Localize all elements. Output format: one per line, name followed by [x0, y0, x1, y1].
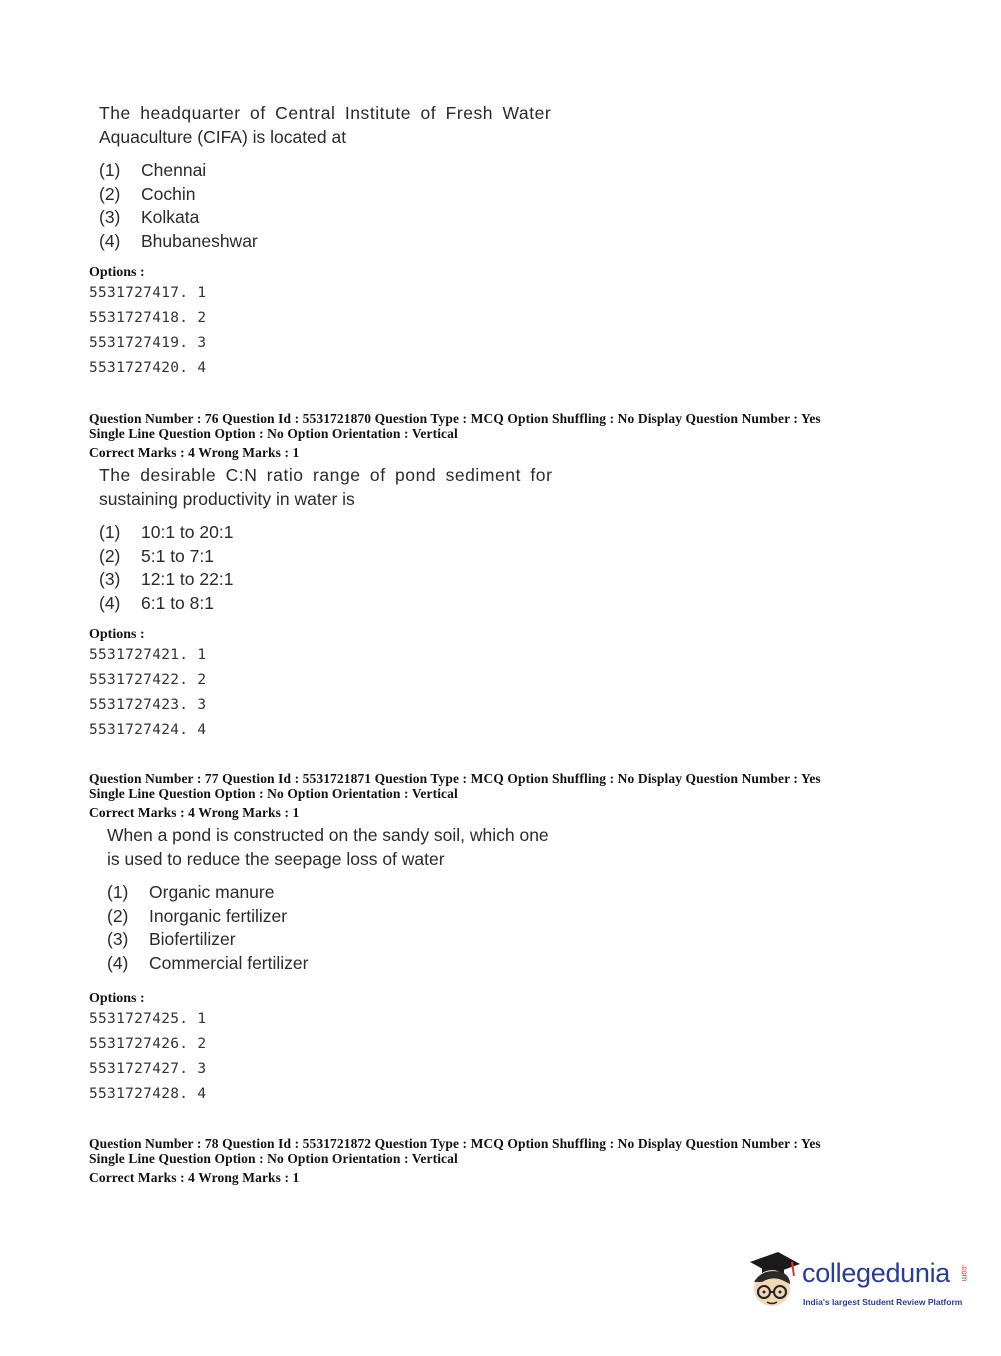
marks-line: Correct Marks : 4 Wrong Marks : 1	[89, 805, 300, 820]
choice-list	[107, 881, 919, 975]
option-id: 5531727428. 4	[89, 1086, 207, 1102]
meta-line-2: Single Line Question Option : No Option Orientation : Vertical	[89, 426, 458, 441]
question-76-block	[89, 411, 919, 743]
question-meta	[89, 771, 919, 820]
option-id: 5531727423. 3	[89, 697, 207, 713]
option-id: 5531727419. 3	[89, 335, 207, 351]
marks-line: Correct Marks : 4 Wrong Marks : 1	[89, 1170, 300, 1185]
option-id: 5531727421. 1	[89, 647, 207, 663]
choice-list	[99, 159, 919, 253]
option-id: 5531727425. 1	[89, 1011, 207, 1027]
choice-item: (4) Bhubaneshwar	[99, 230, 258, 251]
choice-item: (3) 12:1 to 22:1	[99, 569, 234, 589]
question-text: The headquarter of Central Institute of Fresh Water Aquaculture (CIFA) is located at	[99, 103, 552, 147]
choice-item: (2) Cochin	[99, 183, 196, 204]
options-label: Options :	[89, 991, 145, 1006]
choice-item: (3) Kolkata	[99, 207, 200, 227]
choice-item: (3) Biofertilizer	[107, 929, 236, 949]
choice-item: (4) 6:1 to 8:1	[99, 592, 214, 613]
meta-line-1: Question Number : 77 Question Id : 5531721871 Question Type : MCQ Option Shuffling : No Display Question Number : Yes	[89, 771, 821, 786]
option-id: 5531727420. 4	[89, 360, 207, 376]
question-75-block	[89, 101, 919, 381]
options-label: Options :	[89, 265, 145, 280]
option-id: 5531727426. 2	[89, 1036, 207, 1052]
choice-item: (2) Inorganic fertilizer	[107, 905, 288, 926]
choice-item: (1) 10:1 to 20:1	[99, 522, 234, 542]
options-label: Options :	[89, 627, 145, 642]
meta-line-1: Question Number : 76 Question Id : 5531721870 Question Type : MCQ Option Shuffling : No Display Question Number : Yes	[89, 411, 821, 426]
question-meta	[89, 1136, 919, 1185]
meta-line-1: Question Number : 78 Question Id : 5531721872 Question Type : MCQ Option Shuffling : No Display Question Number : Yes	[89, 1136, 821, 1151]
option-id: 5531727418. 2	[89, 310, 207, 326]
option-id: 5531727417. 1	[89, 285, 207, 301]
option-id: 5531727427. 3	[89, 1061, 207, 1077]
question-text: When a pond is constructed on the sandy soil, which one is used to reduce the seepage loss of water	[107, 825, 549, 869]
choice-item: (1) Organic manure	[107, 882, 275, 902]
option-id: 5531727424. 4	[89, 722, 207, 738]
choice-item: (4) Commercial fertilizer	[107, 952, 309, 973]
logo-dotcom: .com	[960, 1264, 969, 1282]
question-meta	[89, 411, 919, 460]
choice-item: (1) Chennai	[99, 160, 207, 180]
choice-item: (2) 5:1 to 7:1	[99, 545, 214, 566]
meta-line-2: Single Line Question Option : No Option Orientation : Vertical	[89, 786, 458, 801]
question-77-block	[89, 771, 919, 1107]
question-78-block	[89, 1136, 919, 1185]
option-id: 5531727422. 2	[89, 672, 207, 688]
meta-line-2: Single Line Question Option : No Option Orientation : Vertical	[89, 1151, 458, 1166]
choice-list	[99, 521, 919, 615]
question-text: The desirable C:N ratio range of pond sediment for sustaining productivity in water is	[99, 465, 553, 509]
logo-wordmark: collegedunia	[802, 1258, 951, 1288]
marks-line: Correct Marks : 4 Wrong Marks : 1	[89, 445, 300, 460]
mascot-icon	[742, 1250, 802, 1312]
collegedunia-logo	[742, 1250, 972, 1320]
logo-tagline: India's largest Student Review Platform	[803, 1297, 963, 1307]
